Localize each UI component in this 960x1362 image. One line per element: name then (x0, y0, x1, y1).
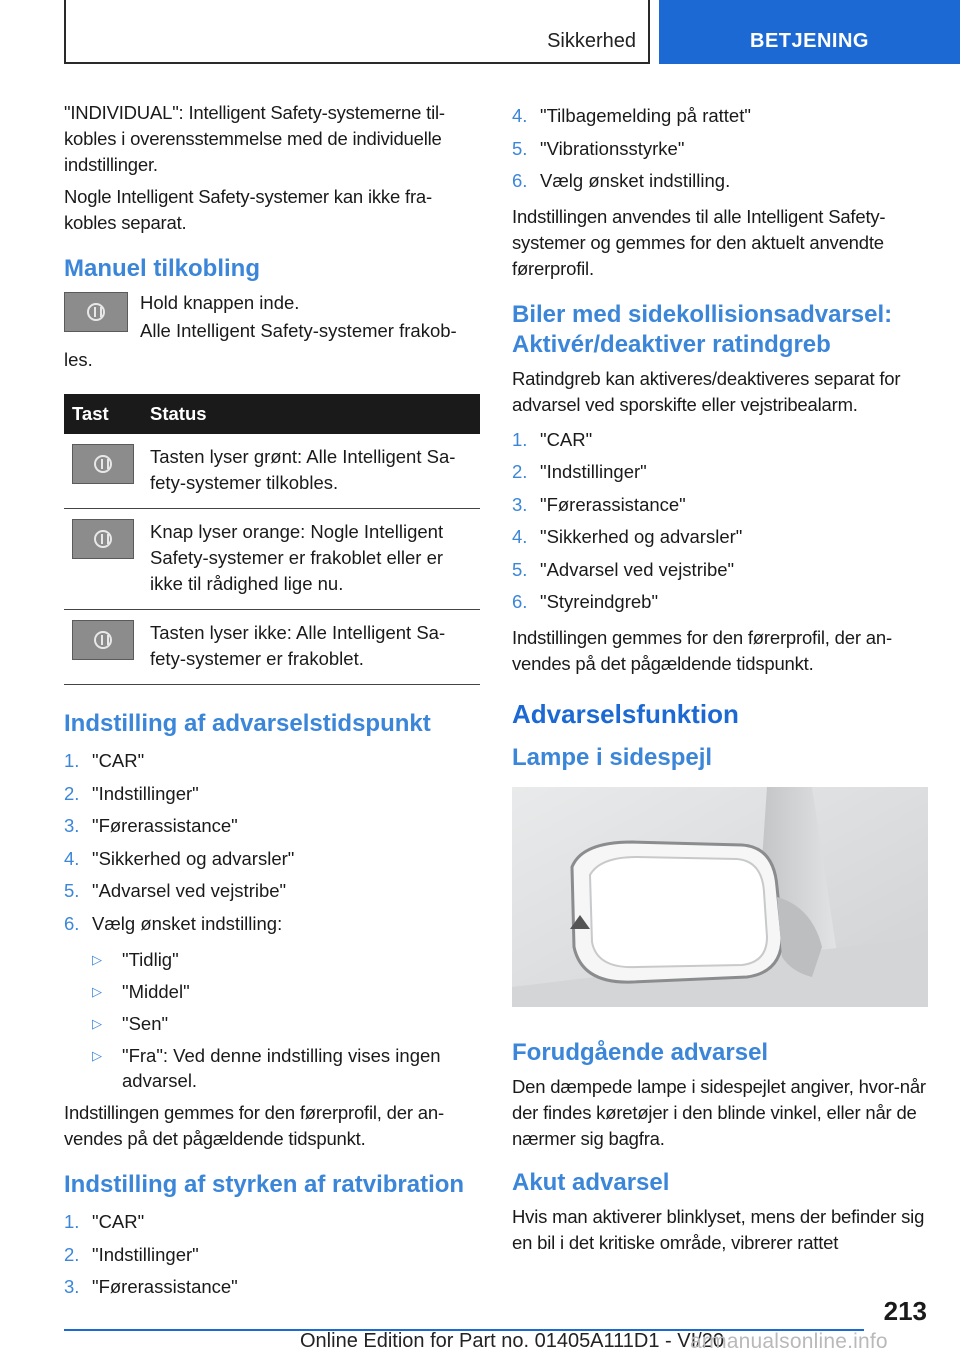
acute-warning-heading: Akut advarsel (512, 1168, 670, 1196)
left-column (64, 100, 480, 1310)
list-item: 3. "Førerassistance" (512, 493, 686, 515)
footer-edition: Online Edition for Part no. 01405A111D1 - VI/20 (300, 1330, 724, 1352)
side-collision-paragraph: Ratindgreb kan aktiveres/deaktiveres separat for advarsel ved sporskifte eller vejstribealarm. (512, 367, 901, 415)
table-row (64, 509, 480, 610)
page-number: 213 (883, 1296, 927, 1326)
side-collision-heading: Biler med sidekollisionsadvarsel: Aktivér/deaktiver ratindgreb (512, 300, 893, 358)
list-item: ▷ "Middel" (92, 981, 190, 1002)
list-item: 5. "Advarsel ved vejstribe" (512, 558, 735, 580)
individual-paragraph: "INDIVIDUAL": Intelligent Safety-systemerne til-kobles i overensstemmelse med de individuelle indstillinger. (64, 102, 445, 175)
table-header-status: Status (142, 394, 480, 434)
list-item: 2. "Indstillinger" (64, 782, 199, 804)
table-cell-status: Tasten lyser grønt: Alle Intelligent Sa-fety-systemer tilkobles. (142, 434, 480, 509)
driver-assistance-button-icon (72, 620, 134, 660)
side-mirror-image (512, 787, 928, 1007)
list-item: 6. "Styreindgreb" (512, 591, 659, 612)
warning-options (92, 947, 480, 1093)
list-item: 4. "Sikkerhed og advarsler" (64, 847, 295, 869)
side-collision-note: Indstillingen gemmes for den førerprofil, der an-vendes på det pågældende tidspunkt. (512, 626, 892, 674)
manual-line-1: Hold knappen inde. (140, 292, 300, 313)
warning-function-heading: Advarselsfunktion (512, 698, 739, 729)
watermark: armanualsonline.info (690, 1330, 888, 1353)
manual-heading: Manuel tilkobling (64, 255, 260, 282)
triangle-bullet-icon: ▷ (92, 1016, 102, 1031)
acute-warning-paragraph: Hvis man aktiverer blinklyset, mens der befinder sig en bil i det kritiske område, vibrerer rattet (512, 1205, 925, 1253)
list-item: ▷ "Fra": Ved denne indstilling vises ingen advarsel. (92, 1045, 441, 1091)
list-item: 6. Vælg ønsket indstilling. (512, 170, 731, 191)
side-collision-steps (512, 424, 928, 619)
triangle-bullet-icon: ▷ (92, 952, 102, 967)
right-column (512, 100, 928, 1262)
table-cell-status: Tasten lyser ikke: Alle Intelligent Sa-fety-systemer er frakoblet. (142, 610, 480, 685)
list-item: 1. "CAR" (512, 428, 593, 450)
list-item: 1. "CAR" (64, 1211, 145, 1232)
manual-block (64, 290, 480, 374)
pre-warning-heading: Forudgående advarsel (512, 1038, 769, 1066)
list-item: 3. "Førerassistance" (64, 815, 238, 836)
status-table (64, 394, 480, 685)
driver-assistance-button-icon (64, 292, 128, 332)
table-header-key: Tast (64, 394, 142, 434)
list-item: ▷ "Sen" (92, 1013, 169, 1034)
list-item: 5. "Vibrationsstyrke" (512, 137, 685, 159)
list-item: 6. Vælg ønsket indstilling: (64, 912, 283, 934)
header-chapter-title: BETJENING (750, 30, 869, 52)
vibration-note: Indstillingen anvendes til alle Intelligent Safety-systemer og gemmes for den aktuelt anvendte førerprofil. (512, 205, 886, 279)
manual-line-2: Alle Intelligent Safety-systemer frakob-les. (64, 320, 457, 370)
list-item: 1. "CAR" (64, 750, 145, 771)
header-section-title: Sikkerhed (547, 30, 636, 52)
list-item: 4. "Sikkerhed og advarsler" (512, 526, 743, 547)
header-section-box (64, 0, 650, 64)
warning-time-heading: Indstilling af advarselstidspunkt (64, 710, 431, 737)
pre-warning-paragraph: Den dæmpede lampe i sidespejlet angiver, hvor-når der findes køretøjer i den blinde vinkel, eller når de nærmer sig bagfra. (512, 1075, 926, 1149)
vibration-steps-continued (512, 100, 928, 198)
separate-paragraph: Nogle Intelligent Safety-systemer kan ikke fra-kobles separat. (64, 186, 432, 233)
triangle-bullet-icon: ▷ (92, 1048, 102, 1063)
list-item: 3. "Førerassistance" (64, 1276, 238, 1297)
vibration-heading: Indstilling af styrken af ratvibration (64, 1171, 465, 1198)
triangle-bullet-icon: ▷ (92, 984, 102, 999)
list-item: 2. "Indstillinger" (512, 461, 647, 482)
lamp-heading: Lampe i sidespejl (512, 743, 713, 771)
table-row (64, 434, 480, 509)
header-chapter-tab (659, 0, 960, 64)
list-item: 5. "Advarsel ved vejstribe" (64, 880, 287, 901)
table-cell-status: Knap lyser orange: Nogle Intelligent Safety-systemer er frakoblet eller er ikke til rådighed lige nu. (142, 509, 480, 610)
list-item: 4. "Tilbagemelding på rattet" (512, 105, 751, 126)
table-row (64, 610, 480, 685)
vibration-steps (64, 1206, 480, 1304)
driver-assistance-button-icon (72, 444, 134, 484)
warning-note: Indstillingen gemmes for den førerprofil, der an-vendes på det pågældende tidspunkt. (64, 1102, 444, 1149)
warning-time-steps (64, 745, 480, 940)
driver-assistance-button-icon (72, 519, 134, 559)
list-item: 2. "Indstillinger" (64, 1243, 199, 1265)
list-item: ▷ "Tidlig" (92, 949, 179, 970)
